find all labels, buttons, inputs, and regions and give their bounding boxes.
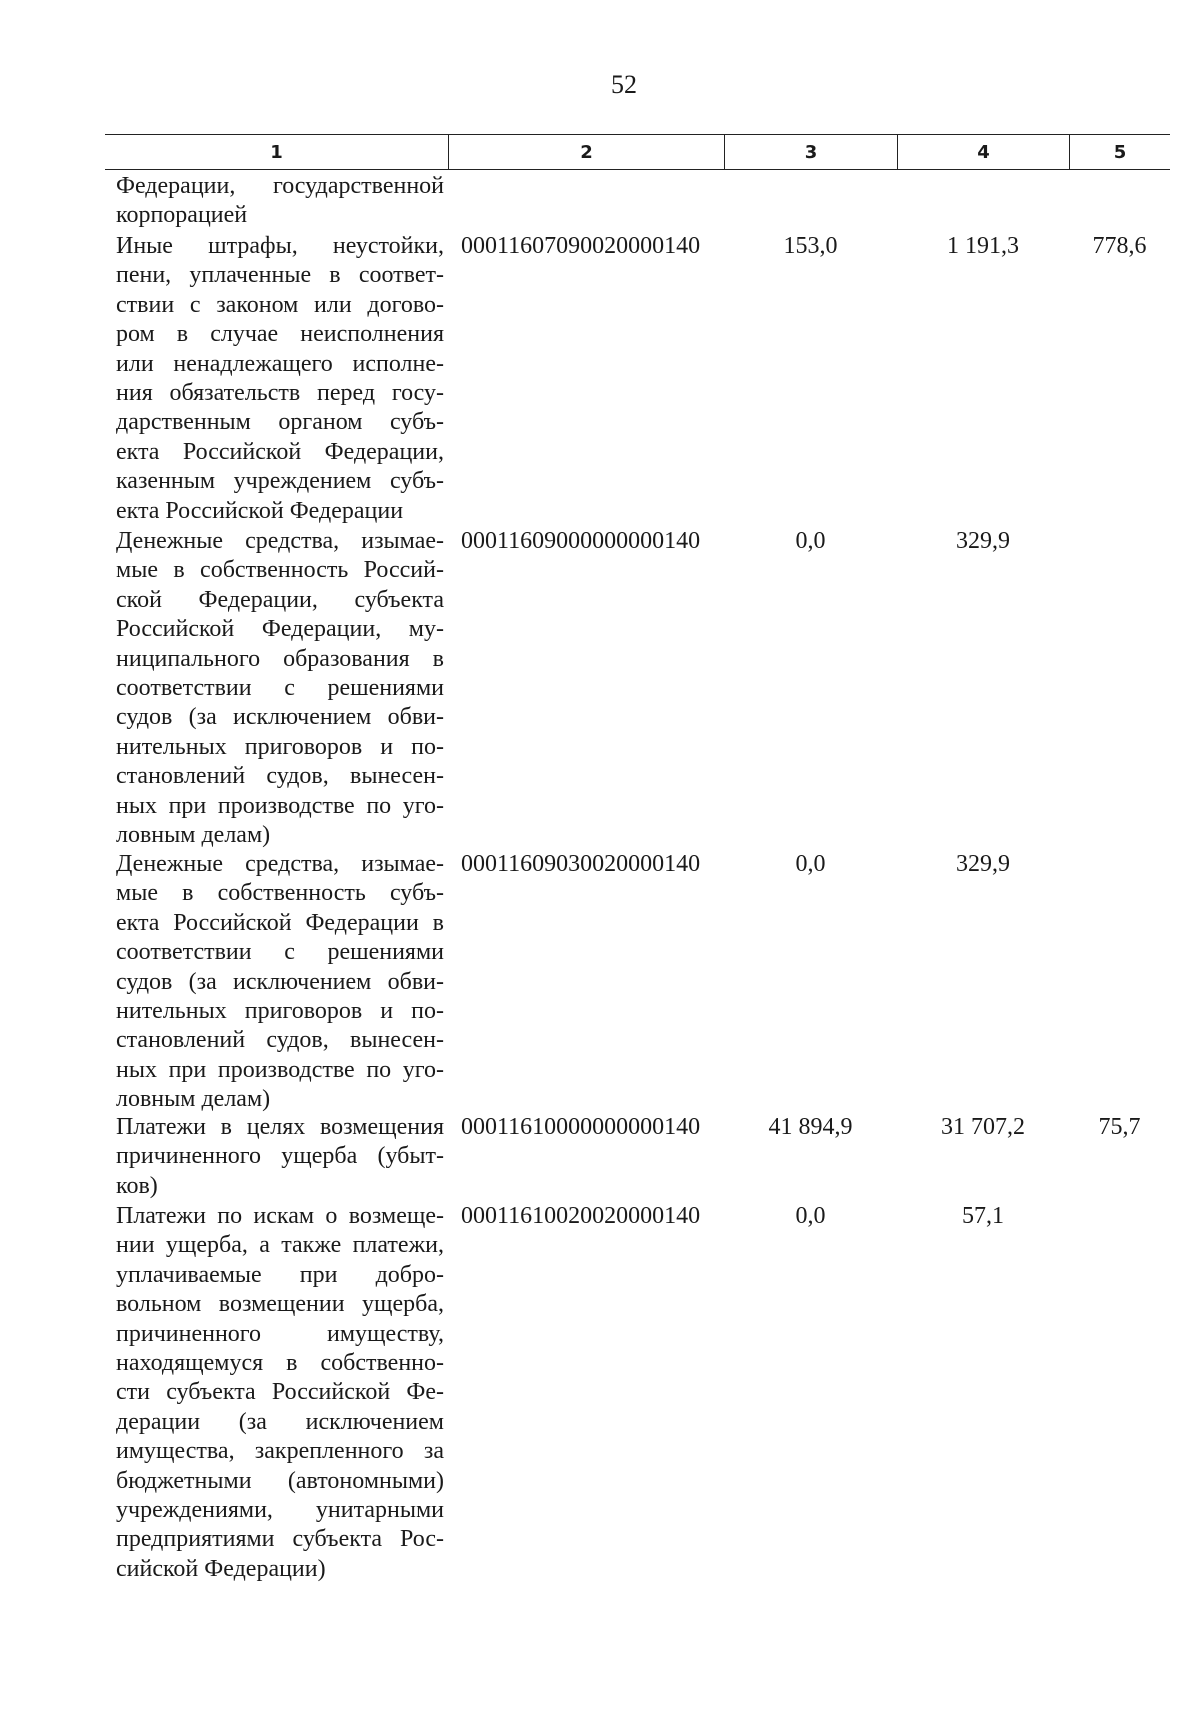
- name-line: ков): [116, 1172, 158, 1199]
- name-line: Российской Федерации, му-: [116, 616, 444, 643]
- row-value-4: 1 191,3: [947, 233, 1019, 259]
- name-line: Иные штрафы, неустойки,: [116, 233, 444, 259]
- name-line: Федерации, государственной: [116, 173, 444, 199]
- name-line: ных при производстве по уго-: [116, 792, 444, 819]
- row-value-5: 75,7: [1098, 1114, 1141, 1140]
- column-header-1: 1: [270, 141, 283, 163]
- name-line: судов (за исключением обви-: [116, 968, 444, 995]
- row-code: 00011609030020000140: [461, 851, 701, 877]
- name-line: ния обязательств перед госу-: [116, 380, 444, 407]
- row-value-3: 153,0: [783, 233, 838, 259]
- name-line: ствии с законом или догово-: [116, 291, 444, 318]
- row-value-4: 57,1: [962, 1203, 1004, 1229]
- name-line: ром в случае неисполнения: [116, 321, 444, 348]
- row-name: [116, 1202, 444, 1584]
- row-value-3: 41 894,9: [768, 1114, 853, 1140]
- name-line: екта Российской Федерации,: [116, 438, 444, 465]
- row-value-4: 31 707,2: [941, 1114, 1025, 1140]
- name-line: соответствии с решениями: [116, 675, 444, 702]
- row-name: [116, 232, 444, 526]
- name-line: судов (за исключением обви-: [116, 704, 444, 731]
- name-line: предприятиями субъекта Рос-: [116, 1526, 444, 1553]
- name-line: причиненного ущерба (убыт-: [116, 1143, 444, 1170]
- name-line: имущества, закрепленного за: [116, 1438, 444, 1465]
- name-line: дарственным органом субъ-: [116, 409, 444, 436]
- column-header-5: 5: [1069, 135, 1170, 169]
- name-line: соответствии с решениями: [116, 939, 444, 966]
- name-line: становлений судов, вынесен-: [116, 763, 444, 790]
- row-value-3: 0,0: [795, 528, 826, 554]
- name-line: ниципального образования в: [116, 645, 444, 672]
- name-line: уплачиваемые при добро-: [116, 1261, 444, 1288]
- row-code: 00011607090020000140: [461, 233, 701, 259]
- name-line: бюджетными (автономными): [116, 1467, 444, 1494]
- name-line: нительных приговоров и по-: [116, 733, 444, 760]
- table-header: [105, 134, 1170, 170]
- row-name: [116, 850, 444, 1115]
- name-line: или ненадлежащего исполне-: [116, 350, 444, 377]
- name-line: Денежные средства, изымае-: [116, 851, 444, 877]
- name-line: нительных приговоров и по-: [116, 998, 444, 1025]
- name-line: мые в собственность субъ-: [116, 880, 444, 907]
- row-value-4: 329,9: [956, 851, 1010, 877]
- name-line: пени, уплаченные в соответ-: [116, 262, 444, 289]
- name-line: екта Российской Федерации в: [116, 909, 444, 936]
- name-line: причиненного имуществу,: [116, 1320, 444, 1347]
- name-line: учреждениями, унитарными: [116, 1497, 444, 1524]
- name-line: сийской Федерации): [116, 1555, 326, 1582]
- column-header-3: 3: [724, 135, 897, 169]
- row-name: [116, 1113, 444, 1201]
- name-line: сти субъекта Российской Фе-: [116, 1379, 444, 1406]
- page-number: 52: [611, 70, 637, 99]
- row-code: 00011610020020000140: [461, 1203, 701, 1229]
- name-line: находящемуся в собственно-: [116, 1350, 444, 1377]
- name-line: нии ущерба, а также платежи,: [116, 1232, 444, 1259]
- name-line: ловным делам): [116, 1086, 271, 1113]
- name-line: становлений судов, вынесен-: [116, 1027, 444, 1054]
- name-line: вольном возмещении ущерба,: [116, 1291, 444, 1318]
- row-value-3: 0,0: [795, 851, 826, 877]
- column-header-2: 2: [448, 135, 724, 169]
- name-line: Денежные средства, изымае-: [116, 528, 444, 554]
- name-line: ловным делам): [116, 822, 271, 849]
- name-line: казенным учреждением субъ-: [116, 468, 444, 495]
- row-code: 00011609000000000140: [461, 528, 701, 554]
- column-header-4: 4: [897, 135, 1069, 169]
- name-line: мые в собственность Россий-: [116, 557, 444, 584]
- row-name: [116, 527, 444, 850]
- name-line: Платежи по искам о возмеще-: [116, 1203, 444, 1229]
- row-code: 00011610000000000140: [461, 1114, 701, 1140]
- row-value-3: 0,0: [795, 1203, 826, 1229]
- row-value-5: 778,6: [1092, 233, 1147, 259]
- name-line: корпорацией: [116, 202, 248, 229]
- name-line: ных при производстве по уго-: [116, 1056, 444, 1083]
- row-value-4: 329,9: [956, 528, 1010, 554]
- name-line: Платежи в целях возмещения: [116, 1114, 444, 1140]
- name-line: ской Федерации, субъекта: [116, 586, 444, 613]
- row-name: [116, 172, 444, 231]
- name-line: дерации (за исключением: [116, 1408, 444, 1435]
- name-line: екта Российской Федерации: [116, 497, 404, 524]
